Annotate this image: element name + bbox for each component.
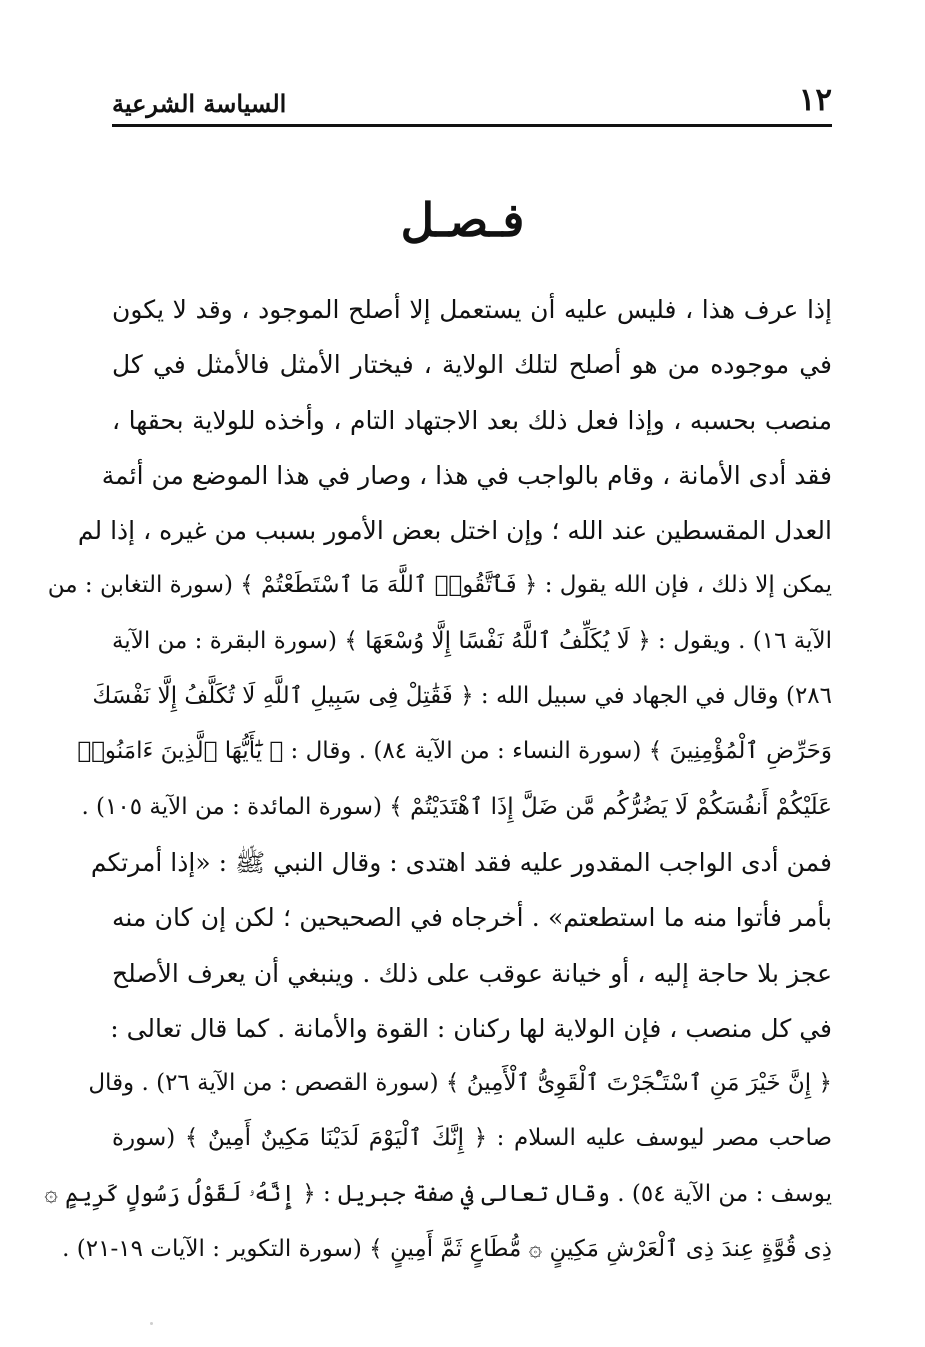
body-line: منصب بحسبه ، وإذا فعل ذلك بعد الاجتهاد التام ، وأخذه للولاية بحقها ، bbox=[112, 405, 832, 435]
body-line: العدل المقسطين عند الله ؛ وإن اختل بعض الأمور بسبب من غيره ، إذا لم bbox=[77, 516, 832, 546]
body-line: في موجوده من هو أصلح لتلك الولاية ، فيختار الأمثل فالأمثل في كل bbox=[112, 350, 832, 380]
body-text bbox=[44, 282, 832, 1263]
body-line: فقد أدى الأمانة ، وقام بالواجب في هذا ، وصار في هذا الموضع من أئمة bbox=[101, 460, 832, 490]
body-line: إذا عرف هذا ، فليس عليه أن يستعمل إلا أصلح الموجود ، وقد لا يكون bbox=[112, 295, 832, 324]
body-line: في كل منصب ، فإن الولاية لها ركنان : القوة والأمانة . كما قال تعالى : bbox=[110, 1013, 832, 1043]
body-line: عَلَيْكُمْ أَنفُسَكُمْ لَا يَضُرُّكُم مَّن ضَلَّ إِذَا ٱهْتَدَيْتُمْ ﴾ (سورة المائدة : من الآية ١٠٥) . bbox=[81, 793, 832, 820]
page-number: ١٢ bbox=[798, 82, 832, 118]
running-header bbox=[112, 66, 832, 122]
body-line: بأمر فأتوا منه ما استطعتم» . أخرجاه في الصحيحين ؛ لكن إن كان منه bbox=[112, 903, 832, 933]
body-line: ﴿ إِنَّ خَيْرَ مَنِ ٱسْتَـْٔجَرْتَ ٱلْقَوِىُّ ٱلْأَمِينُ ﴾ (سورة القصص : من الآية ٢٦) . وقال bbox=[88, 1070, 832, 1097]
body-line: يوسف : من الآية ٥٤) . وقال تعالى في صفة جبريل : ﴿ إِنَّهُۥ لَقَوْلُ رَسُولٍ كَرِيمٍ ۞ bbox=[44, 1180, 832, 1207]
body-line: صاحب مصر ليوسف عليه السلام : ﴿ إِنَّكَ ٱلْيَوْمَ لَدَيْنَا مَكِينٌ أَمِينٌ ﴾ (سورة bbox=[112, 1125, 832, 1152]
scan-speck bbox=[150, 1322, 153, 1325]
body-line: ذِى قُوَّةٍ عِندَ ذِى ٱلْعَرْشِ مَكِينٍ ۞ مُّطَاعٍ ثَمَّ أَمِينٍ ﴾ (سورة التكوير : الآيات ١٩-٢١) . bbox=[62, 1236, 832, 1263]
header-rule bbox=[112, 124, 832, 127]
body-line: عجز بلا حاجة إليه ، أو خيانة عوقب على ذلك . وينبغي أن يعرف الأصلح bbox=[112, 958, 832, 988]
body-line: يمكن إلا ذلك ، فإن الله يقول : ﴿ فَٱتَّقُوا۟ ٱللَّهَ مَا ٱسْتَطَعْتُمْ ﴾ (سورة التغابن : من bbox=[47, 572, 832, 599]
body-line: فمن أدى الواجب المقدور عليه فقد اهتدى : وقال النبي ﷺ : «إذا أمرتكم bbox=[90, 847, 832, 877]
body-line: الآية ١٦) . ويقول : ﴿ لَا يُكَلِّفُ ٱللَّهُ نَفْسًا إِلَّا وُسْعَهَا ﴾ (سورة البقرة : من الآية bbox=[111, 627, 832, 654]
book-title: السياسة الشرعية bbox=[112, 89, 287, 118]
body-line: ٢٨٦) وقال في الجهاد في سبيل الله : ﴿ فَقَٰتِلْ فِى سَبِيلِ ٱللَّهِ لَا تُكَلَّفُ إِلَّا نَفْسَكَ bbox=[92, 683, 832, 710]
body-line: وَحَرِّضِ ٱلْمُؤْمِنِينَ ﴾ (سورة النساء : من الآية ٨٤) . وقال : ﴿ يَٰٓأَيُّهَا ٱلَّذِينَ ءَامَنُوا۟ bbox=[77, 738, 832, 765]
section-title: فـصـل bbox=[400, 193, 525, 247]
